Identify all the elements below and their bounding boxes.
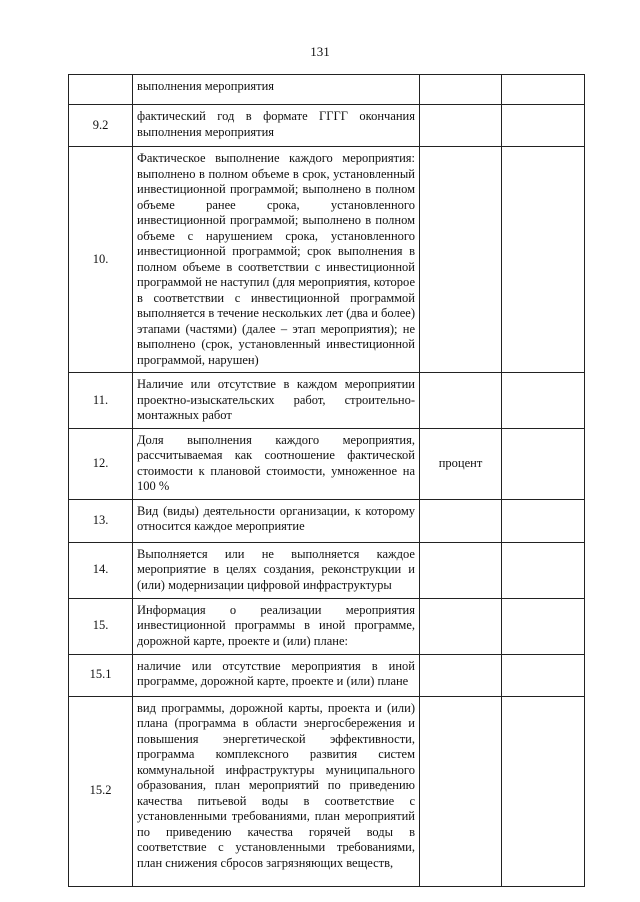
row-unit (420, 105, 502, 147)
row-unit (420, 696, 502, 886)
table-row (69, 373, 585, 429)
row-value (502, 654, 585, 696)
table-row (69, 428, 585, 499)
row-value (502, 105, 585, 147)
row-unit (420, 499, 502, 542)
row-description: Фактическое выполнение каждого мероприятия: выполнено в полном объеме в срок, установленный инвестиционной программой; выполнено в полном объеме ранее срока, установленного инвестиционной программой; выполнено в полном объеме с нарушением срока, установленного инвестиционной программой; срок выполнения в полном объеме в соответствии с инвестиционной программой не наступил (для мероприятия, которое в соответствии с инвестиционной программой выполняется в течение нескольких лет (два и более) этапами (частями) (далее – этап мероприятия); не выполнено (срок, установленный инвестиционной программой, нарушен) (133, 147, 420, 373)
row-value (502, 373, 585, 429)
row-number: 11. (69, 373, 133, 429)
row-unit (420, 75, 502, 105)
row-value (502, 75, 585, 105)
table-row (69, 654, 585, 696)
row-description: Информация о реализации мероприятия инвестиционной программы в иной программе, дорожной карте, проекте и (или) плане: (133, 598, 420, 654)
page-number: 131 (310, 44, 330, 59)
row-value (502, 147, 585, 373)
table-row (69, 696, 585, 886)
row-value (502, 696, 585, 886)
row-description: фактический год в формате ГГГГ окончания выполнения мероприятия (133, 105, 420, 147)
row-number: 10. (69, 147, 133, 373)
row-unit (420, 542, 502, 598)
row-number: 14. (69, 542, 133, 598)
indicator-table (68, 74, 585, 887)
row-unit (420, 598, 502, 654)
row-description: Наличие или отсутствие в каждом мероприятии проектно-изыскательских работ, строительно-монтажных работ (133, 373, 420, 429)
row-value (502, 542, 585, 598)
row-unit (420, 654, 502, 696)
table-row (69, 75, 585, 105)
row-number: 9.2 (69, 105, 133, 147)
row-number: 15.1 (69, 654, 133, 696)
row-number: 15.2 (69, 696, 133, 886)
row-value (502, 499, 585, 542)
row-description: наличие или отсутствие мероприятия в иной программе, дорожной карте, проекте и (или) плане (133, 654, 420, 696)
row-description: выполнения мероприятия (133, 75, 420, 105)
row-description: Доля выполнения каждого мероприятия, рассчитываемая как соотношение фактической стоимости к плановой стоимости, умноженное на 100 % (133, 428, 420, 499)
row-number: 13. (69, 499, 133, 542)
row-description: Вид (виды) деятельности организации, к которому относится каждое мероприятие (133, 499, 420, 542)
table-row (69, 499, 585, 542)
row-number: 12. (69, 428, 133, 499)
table-row (69, 598, 585, 654)
row-description: вид программы, дорожной карты, проекта и (или) плана (программа в области энергосбережения и повышения энергетической эффективности, программа комплексного развития систем коммунальной инфраструктуры муниципального образования, план мероприятий по приведению качества питьевой воды в соответствие с установленными требованиями, план мероприятий по приведению качества горячей воды в соответствие с установленными требованиями, план снижения сбросов загрязняющих веществ, (133, 696, 420, 886)
row-number (69, 75, 133, 105)
row-value (502, 428, 585, 499)
row-value (502, 598, 585, 654)
row-number: 15. (69, 598, 133, 654)
table-row (69, 105, 585, 147)
table-row (69, 542, 585, 598)
table-row (69, 147, 585, 373)
row-description: Выполняется или не выполняется каждое мероприятие в целях создания, реконструкции и (или) модернизации цифровой инфраструктуры (133, 542, 420, 598)
row-unit (420, 147, 502, 373)
row-unit: процент (420, 428, 502, 499)
row-unit (420, 373, 502, 429)
